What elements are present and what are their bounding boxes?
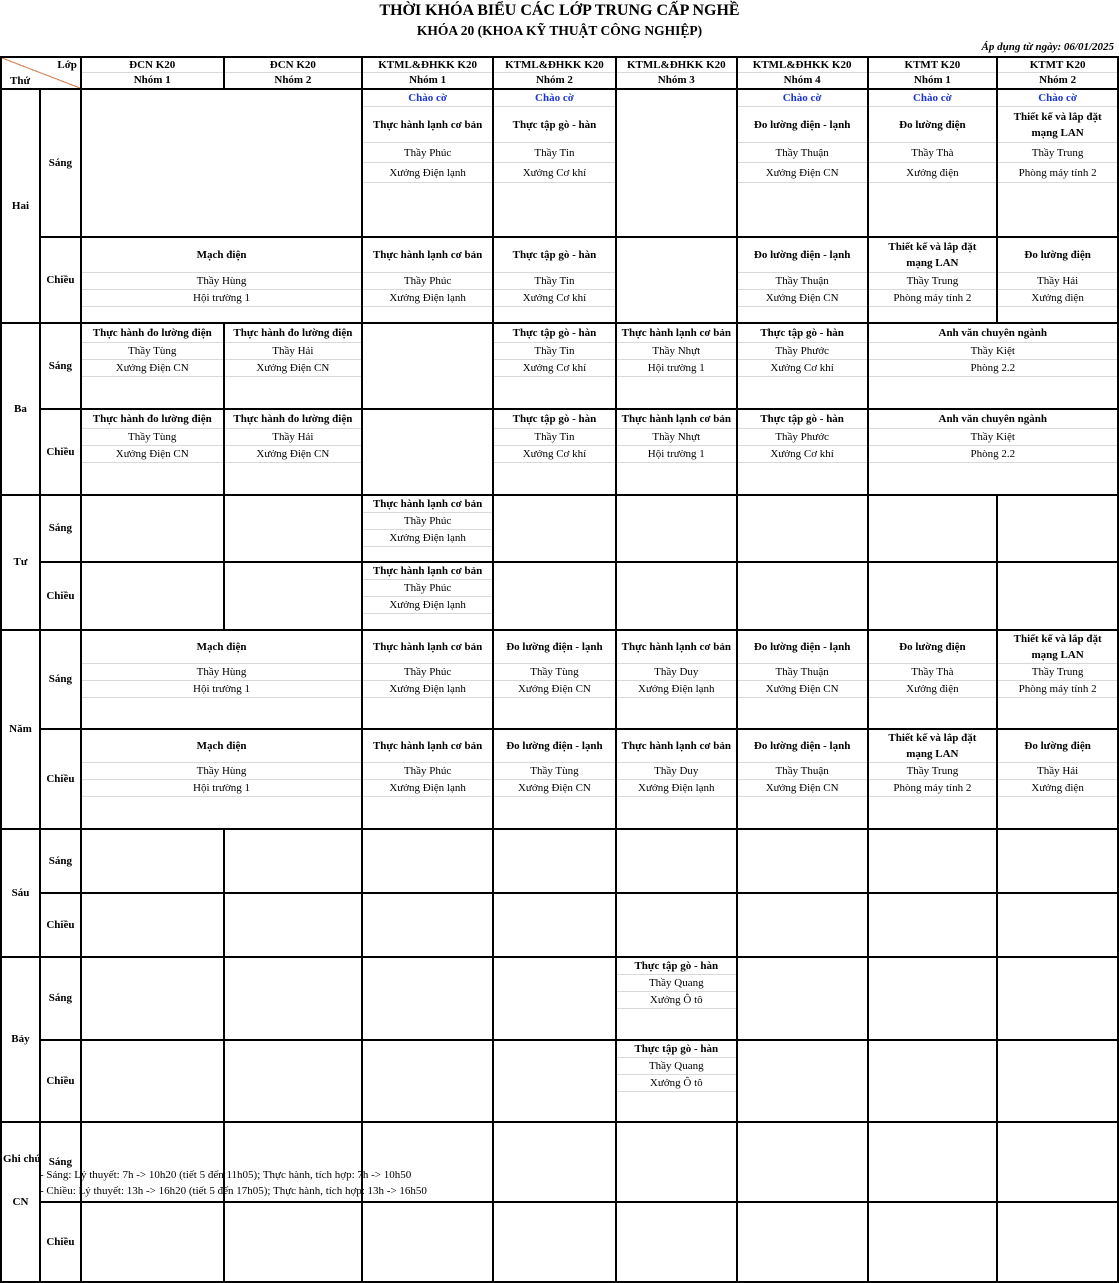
empty-cell [868, 1040, 998, 1122]
subject-label-line-0: Thiết kế và lắp đặt [888, 240, 977, 253]
subject-label: Mạch điện [81, 630, 362, 664]
empty-cell [868, 307, 998, 323]
session-morning-1: Sáng [40, 323, 81, 409]
page-title: THỜI KHÓA BIỂU CÁC LỚP TRUNG CẤP NGHỀ [379, 2, 740, 19]
teacher-label: Thầy Thuận [737, 763, 868, 780]
class-header-6: KTMT K20 [868, 57, 998, 73]
empty-cell [493, 1202, 616, 1282]
room-label: Xưởng Điện CN [81, 446, 224, 463]
room-label: Xưởng điện [997, 290, 1118, 307]
day-0: Hai [1, 89, 40, 323]
day-6: CN [1, 1122, 40, 1282]
room-label: Xưởng điện [997, 780, 1118, 797]
room-label: Xưởng điện [868, 680, 998, 697]
group-header-5: Nhóm 4 [737, 73, 868, 89]
empty-cell [616, 89, 737, 237]
subject-label-line-0: Thiết kế và lắp đặt [1013, 632, 1102, 645]
empty-cell [868, 893, 998, 957]
subject-label: Thực hành lạnh cơ bản [616, 729, 737, 763]
schedule-cell [868, 729, 998, 763]
empty-cell [362, 829, 493, 893]
subject-label: Đo lường điện [868, 630, 998, 664]
room-label: Xưởng Điện CN [737, 163, 868, 183]
teacher-label: Thầy Hải [224, 343, 363, 360]
empty-cell [616, 1092, 737, 1122]
room-label: Xưởng Điện CN [737, 680, 868, 697]
empty-cell [616, 893, 737, 957]
group-header-1: Nhóm 2 [224, 73, 363, 89]
teacher-label: Thầy Tùng [493, 663, 616, 680]
empty-cell [737, 797, 868, 829]
room-label: Phòng máy tính 2 [868, 780, 998, 797]
subject-label: Thực hành lạnh cơ bản [616, 323, 737, 343]
subject-label: Đo lường điện - lạnh [493, 630, 616, 664]
subject-label: Thực hành đo lường điện [81, 323, 224, 343]
chao-co-label: Chào cờ [737, 89, 868, 107]
empty-cell [81, 495, 224, 563]
teacher-label: Thầy Trung [997, 143, 1118, 163]
session-morning-4: Sáng [40, 829, 81, 893]
group-header-0: Nhóm 1 [81, 73, 224, 89]
note-morning: - Sáng: Lý thuyết: 7h -> 10h20 (tiết 5 đến 11h05); Thực hành, tích hợp: 7h -> 10h50 [40, 1169, 412, 1181]
applied-date: Áp dụng từ ngày: 06/01/2025 [981, 41, 1114, 53]
subject-label: Anh văn chuyên ngành [868, 409, 1118, 429]
empty-cell [997, 829, 1118, 893]
empty-cell [224, 893, 363, 957]
empty-cell [737, 562, 868, 630]
empty-cell [493, 463, 616, 495]
subject-label: Thực tập gò - hàn [493, 237, 616, 273]
subject-label: Thực hành đo lường điện [81, 409, 224, 429]
subject-label: Đo lường điện [997, 729, 1118, 763]
subject-label: Đo lường điện - lạnh [737, 237, 868, 273]
room-label: Phòng máy tính 2 [997, 680, 1118, 697]
teacher-label: Thầy Quang [616, 1058, 737, 1075]
note-afternoon: - Chiều: Lý thuyết: 13h -> 16h20 (tiết 5 đến 17h05); Thực hành, tích hợp: 13h -> 16h50 [40, 1185, 427, 1197]
empty-cell [997, 562, 1118, 630]
teacher-label: Thầy Thà [868, 143, 998, 163]
empty-cell [997, 697, 1118, 729]
chao-co-label: Chào cờ [997, 89, 1118, 107]
empty-cell [224, 562, 363, 630]
room-label: Xưởng Điện CN [493, 780, 616, 797]
empty-cell [362, 307, 493, 323]
subject-label: Đo lường điện - lạnh [737, 630, 868, 664]
room-label: Xưởng Điện lạnh [616, 680, 737, 697]
group-header-7: Nhóm 2 [997, 73, 1118, 89]
group-header-4: Nhóm 3 [616, 73, 737, 89]
class-header-0: ĐCN K20 [81, 57, 224, 73]
empty-cell [224, 1202, 363, 1282]
teacher-label: Thầy Thuận [737, 143, 868, 163]
empty-cell [493, 377, 616, 409]
class-header-7: KTMT K20 [997, 57, 1118, 73]
room-label: Hội trường 1 [616, 360, 737, 377]
room-label: Xưởng Điện lạnh [362, 163, 493, 183]
room-label: Xưởng Điện CN [224, 360, 363, 377]
empty-cell [81, 89, 362, 237]
room-label: Xưởng điện [868, 163, 998, 183]
empty-cell [868, 183, 998, 237]
empty-cell [737, 1202, 868, 1282]
empty-cell [737, 307, 868, 323]
lop-label: Lớp [57, 59, 77, 71]
teacher-label: Thầy Phúc [362, 143, 493, 163]
room-label: Xưởng Cơ khí [493, 163, 616, 183]
room-label: Phòng 2.2 [868, 446, 1118, 463]
class-header-5: KTML&ĐHKK K20 [737, 57, 868, 73]
empty-cell [616, 697, 737, 729]
room-label: Hội trường 1 [81, 290, 362, 307]
session-afternoon-4: Chiều [40, 893, 81, 957]
teacher-label: Thầy Phúc [362, 580, 493, 597]
empty-cell [737, 495, 868, 563]
room-label: Xưởng Cơ khí [493, 446, 616, 463]
room-label: Hội trường 1 [81, 780, 362, 797]
empty-cell [81, 562, 224, 630]
subject-label: Thực tập gò - hàn [616, 957, 737, 975]
teacher-label: Thầy Phước [737, 429, 868, 446]
subject-label: Thực tập gò - hàn [493, 323, 616, 343]
subject-label: Thực hành lạnh cơ bản [362, 107, 493, 143]
room-label: Xưởng Điện lạnh [362, 290, 493, 307]
teacher-label: Thầy Phúc [362, 512, 493, 529]
empty-cell [224, 463, 363, 495]
empty-cell [493, 562, 616, 630]
empty-cell [737, 377, 868, 409]
teacher-label: Thầy Tùng [81, 343, 224, 360]
empty-cell [737, 463, 868, 495]
teacher-label: Thầy Phước [737, 343, 868, 360]
teacher-label: Thầy Nhựt [616, 343, 737, 360]
empty-cell [493, 829, 616, 893]
room-label: Xưởng Điện lạnh [362, 597, 493, 614]
empty-cell [616, 562, 737, 630]
class-header-4: KTML&ĐHKK K20 [616, 57, 737, 73]
teacher-label: Thầy Hải [997, 273, 1118, 290]
teacher-label: Thầy Phúc [362, 763, 493, 780]
teacher-label: Thầy Tùng [493, 763, 616, 780]
chao-co-label: Chào cờ [868, 89, 998, 107]
session-afternoon-6: Chiều [40, 1202, 81, 1282]
teacher-label: Thầy Trung [868, 763, 998, 780]
empty-cell [362, 546, 493, 562]
session-morning-0: Sáng [40, 89, 81, 237]
empty-cell [997, 957, 1118, 1041]
empty-cell [868, 463, 1118, 495]
teacher-label: Thầy Kiệt [868, 343, 1118, 360]
empty-cell [362, 1040, 493, 1122]
schedule-cell [868, 237, 998, 273]
subject-label: Thực hành lạnh cơ bản [362, 630, 493, 664]
teacher-label: Thầy Duy [616, 763, 737, 780]
session-afternoon-2: Chiều [40, 562, 81, 630]
teacher-label: Thầy Tin [493, 273, 616, 290]
subject-label: Thực hành lạnh cơ bản [362, 495, 493, 513]
room-label: Xưởng Cơ khí [493, 290, 616, 307]
empty-cell [362, 697, 493, 729]
room-label: Xưởng Điện CN [224, 446, 363, 463]
class-header-3: KTML&ĐHKK K20 [493, 57, 616, 73]
session-afternoon-1: Chiều [40, 409, 81, 495]
empty-cell [493, 797, 616, 829]
teacher-label: Thầy Hải [224, 429, 363, 446]
day-5: Bảy [1, 957, 40, 1122]
room-label: Xưởng Điện lạnh [362, 680, 493, 697]
empty-cell [81, 957, 224, 1041]
timetable [0, 57, 1119, 1283]
room-label: Xưởng Điện lạnh [362, 780, 493, 797]
day-3: Năm [1, 630, 40, 829]
teacher-label: Thầy Hùng [81, 663, 362, 680]
subject-label: Thực tập gò - hàn [616, 1040, 737, 1058]
empty-cell [616, 797, 737, 829]
group-header-6: Nhóm 1 [868, 73, 998, 89]
empty-cell [616, 463, 737, 495]
day-2: Tư [1, 495, 40, 630]
empty-cell [81, 377, 224, 409]
subject-label: Mạch điện [81, 729, 362, 763]
subject-label-line-1: mạng LAN [1031, 126, 1084, 139]
class-header-2: KTML&ĐHKK K20 [362, 57, 493, 73]
empty-cell [868, 797, 998, 829]
empty-cell [997, 797, 1118, 829]
room-label: Phòng máy tính 2 [868, 290, 998, 307]
room-label: Xưởng Điện CN [737, 780, 868, 797]
session-afternoon-5: Chiều [40, 1040, 81, 1122]
empty-cell [616, 1202, 737, 1282]
empty-cell [493, 697, 616, 729]
empty-cell [362, 183, 493, 237]
empty-cell [362, 1202, 493, 1282]
session-morning-2: Sáng [40, 495, 81, 563]
empty-cell [81, 307, 362, 323]
empty-cell [868, 957, 998, 1041]
session-morning-5: Sáng [40, 957, 81, 1041]
room-label: Xưởng Cơ khí [737, 446, 868, 463]
schedule-cell [997, 107, 1118, 143]
empty-cell [81, 697, 362, 729]
subject-label: Đo lường điện [868, 107, 998, 143]
empty-cell [737, 183, 868, 237]
session-morning-6: Sáng [40, 1122, 81, 1202]
empty-cell [224, 957, 363, 1041]
empty-cell [737, 697, 868, 729]
subject-label-line-0: Thiết kế và lắp đặt [888, 732, 977, 744]
teacher-label: Thầy Nhựt [616, 429, 737, 446]
subject-label: Thực hành lạnh cơ bản [616, 409, 737, 429]
subject-label: Anh văn chuyên ngành [868, 323, 1118, 343]
subject-label: Thực hành lạnh cơ bản [362, 562, 493, 580]
empty-cell [362, 893, 493, 957]
room-label: Phòng máy tính 2 [997, 163, 1118, 183]
empty-cell [868, 829, 998, 893]
teacher-label: Thầy Duy [616, 663, 737, 680]
empty-cell [362, 614, 493, 630]
subject-label: Đo lường điện - lạnh [737, 729, 868, 763]
teacher-label: Thầy Phúc [362, 663, 493, 680]
session-morning-3: Sáng [40, 630, 81, 730]
room-label: Hội trường 1 [81, 680, 362, 697]
empty-cell [997, 183, 1118, 237]
subject-label: Thực hành lạnh cơ bản [616, 630, 737, 664]
empty-cell [616, 237, 737, 323]
subject-label: Thực tập gò - hàn [493, 107, 616, 143]
subject-label-line-1: mạng LAN [906, 256, 959, 269]
group-header-3: Nhóm 2 [493, 73, 616, 89]
teacher-label: Thầy Hùng [81, 763, 362, 780]
empty-cell [737, 1040, 868, 1122]
empty-cell [493, 307, 616, 323]
empty-cell [997, 893, 1118, 957]
chao-co-label: Chào cờ [362, 89, 493, 107]
empty-cell [868, 562, 998, 630]
subject-label: Thực tập gò - hàn [737, 409, 868, 429]
empty-cell [362, 323, 493, 409]
teacher-label: Thầy Kiệt [868, 429, 1118, 446]
empty-cell [81, 463, 224, 495]
subject-label: Thực hành đo lường điện [224, 409, 363, 429]
empty-cell [224, 495, 363, 563]
empty-cell [362, 797, 493, 829]
subject-label: Thực tập gò - hàn [493, 409, 616, 429]
teacher-label: Thầy Hải [997, 763, 1118, 780]
subject-label: Thực hành lạnh cơ bản [362, 237, 493, 273]
chao-co-label: Chào cờ [493, 89, 616, 107]
empty-cell [493, 1040, 616, 1122]
room-label: Xưởng Ô tô [616, 991, 737, 1008]
subject-label: Thực hành lạnh cơ bản [362, 729, 493, 763]
subject-label-line-1: mạng LAN [1031, 648, 1084, 661]
teacher-label: Thầy Thà [868, 663, 998, 680]
day-4: Sáu [1, 829, 40, 957]
room-label: Xưởng Điện CN [737, 290, 868, 307]
room-label: Xưởng Cơ khí [493, 360, 616, 377]
room-label: Xưởng Ô tô [616, 1075, 737, 1092]
empty-cell [997, 1202, 1118, 1282]
empty-cell [362, 957, 493, 1041]
subject-label: Thực hành đo lường điện [224, 323, 363, 343]
subject-label-line-1: mạng LAN [906, 748, 959, 760]
empty-cell [81, 829, 224, 893]
schedule-cell [997, 630, 1118, 664]
empty-cell [868, 697, 998, 729]
teacher-label: Thầy Hùng [81, 273, 362, 290]
empty-cell [81, 1040, 224, 1122]
empty-cell [737, 893, 868, 957]
empty-cell [362, 409, 493, 495]
subject-label: Đo lường điện - lạnh [493, 729, 616, 763]
empty-cell [616, 1008, 737, 1040]
teacher-label: Thầy Tin [493, 143, 616, 163]
subject-label: Mạch điện [81, 237, 362, 273]
empty-cell [224, 1040, 363, 1122]
teacher-label: Thầy Thuận [737, 273, 868, 290]
teacher-label: Thầy Thuận [737, 663, 868, 680]
empty-cell [997, 1040, 1118, 1122]
empty-cell [997, 495, 1118, 563]
empty-cell [616, 495, 737, 563]
room-label: Xưởng Cơ khí [737, 360, 868, 377]
class-header-1: ĐCN K20 [224, 57, 363, 73]
page-subtitle: KHÓA 20 (KHOA KỸ THUẬT CÔNG NGHIỆP) [416, 23, 703, 38]
subject-label: Thực tập gò - hàn [737, 323, 868, 343]
room-label: Xưởng Điện lạnh [616, 780, 737, 797]
subject-label: Đo lường điện - lạnh [737, 107, 868, 143]
room-label: Xưởng Điện CN [81, 360, 224, 377]
notes-label: Ghi chú [3, 1153, 41, 1165]
thu-label: Thứ [10, 74, 31, 87]
day-1: Ba [1, 323, 40, 495]
empty-cell [493, 495, 616, 563]
notes [0, 1151, 1119, 1199]
session-afternoon-0: Chiều [40, 237, 81, 323]
subject-label: Đo lường điện [997, 237, 1118, 273]
room-label: Phòng 2.2 [868, 360, 1118, 377]
empty-cell [737, 829, 868, 893]
group-header-2: Nhóm 1 [362, 73, 493, 89]
empty-cell [493, 957, 616, 1041]
teacher-label: Thầy Phúc [362, 273, 493, 290]
empty-cell [997, 307, 1118, 323]
empty-cell [224, 829, 363, 893]
teacher-label: Thầy Quang [616, 974, 737, 991]
empty-cell [737, 957, 868, 1041]
teacher-label: Thầy Tùng [81, 429, 224, 446]
empty-cell [868, 377, 1118, 409]
empty-cell [868, 495, 998, 563]
corner-header [1, 57, 81, 89]
session-afternoon-3: Chiều [40, 729, 81, 829]
empty-cell [81, 797, 362, 829]
empty-cell [616, 829, 737, 893]
room-label: Xưởng Điện CN [493, 680, 616, 697]
empty-cell [224, 377, 363, 409]
empty-cell [81, 893, 224, 957]
teacher-label: Thầy Trung [997, 663, 1118, 680]
subject-label-line-0: Thiết kế và lắp đặt [1013, 110, 1102, 123]
room-label: Xưởng Điện lạnh [362, 529, 493, 546]
empty-cell [868, 1202, 998, 1282]
teacher-label: Thầy Tin [493, 343, 616, 360]
empty-cell [616, 377, 737, 409]
teacher-label: Thầy Trung [868, 273, 998, 290]
room-label: Hội trường 1 [616, 446, 737, 463]
empty-cell [493, 183, 616, 237]
empty-cell [81, 1202, 224, 1282]
teacher-label: Thầy Tin [493, 429, 616, 446]
empty-cell [493, 893, 616, 957]
